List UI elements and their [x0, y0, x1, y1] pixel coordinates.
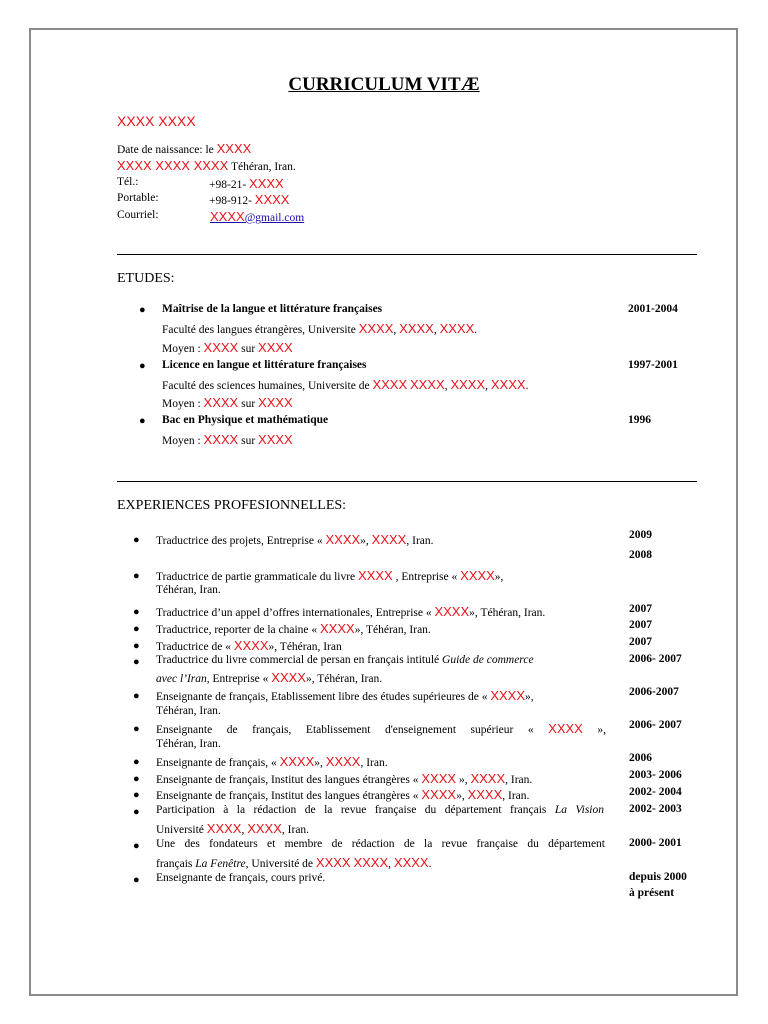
experience-year: 2002- 2004: [629, 786, 682, 798]
book-title: avec l’Iran: [156, 673, 207, 685]
exp-text: , Iran.: [281, 824, 310, 836]
email-redacted: XXXX: [210, 209, 245, 224]
tel-value: [209, 176, 284, 191]
experience-year: 2006: [629, 752, 652, 764]
bullet-icon: ●: [133, 723, 140, 735]
experience-year: 2007: [629, 603, 652, 615]
experience-item: [156, 654, 534, 666]
experience-year: 2007: [629, 619, 652, 631]
exp-text: Traductrice d’un appel d’offres internationales, Entreprise «: [156, 607, 432, 619]
redacted: XXXX: [467, 787, 503, 802]
experience-year: 2006- 2007: [629, 653, 682, 665]
redacted: XXXX: [258, 395, 293, 410]
experience-item: Enseignante de français, cours privé.: [156, 872, 326, 884]
divider: [117, 254, 697, 255]
etude-years: 2001-2004: [628, 303, 678, 315]
redacted: XXXX: [434, 604, 470, 619]
exp-text: Enseignante de français, Etablissement d'enseignement supérieur «: [156, 724, 534, 736]
experience-year: depuis 2000: [629, 871, 687, 883]
exp-text: Traductrice de partie grammaticale du livre: [156, 571, 356, 583]
exp-text: Enseignante de français, Institut des langues étrangères «: [156, 774, 419, 786]
bullet-icon: ●: [139, 304, 146, 316]
birth-label: Date de naissance: le: [117, 144, 214, 156]
etude-moyen: [162, 432, 293, 447]
bullet-icon: ●: [133, 773, 140, 785]
exp-text: , Iran.: [505, 774, 533, 786]
exp-text: Enseignante de français, Etablissement libre des études supérieures de «: [156, 691, 488, 703]
exp-text: Participation à la rédaction de la revue française du département français: [156, 804, 547, 816]
sur-label: sur: [241, 435, 256, 447]
redacted: XXXX: [258, 432, 293, 447]
experience-item-cont: Téhéran, Iran.: [156, 584, 221, 596]
email-domain: @gmail.com: [244, 212, 305, 224]
redacted: XXXX: [490, 688, 526, 703]
revue-title: La Fenêtre: [195, 858, 246, 870]
etude-title: Maîtrise de la langue et littérature françaises: [162, 303, 383, 315]
exp-text: », Téhéran, Iran.: [354, 624, 431, 636]
experience-item: [156, 638, 342, 653]
mobile-value: [209, 192, 289, 207]
experience-year: 2007: [629, 636, 652, 648]
exp-text: »,: [525, 691, 534, 703]
exp-text: », Téhéran, Iran: [268, 641, 342, 653]
exp-text: »,: [360, 535, 369, 547]
birth-date-line: [117, 141, 251, 156]
exp-text: »,: [314, 757, 323, 769]
exp-text: »,: [458, 774, 468, 786]
bullet-icon: ●: [139, 360, 146, 372]
redacted: XXXX: [320, 621, 355, 636]
mobile-prefix: +98-912-: [209, 195, 252, 207]
address-line: [117, 158, 296, 173]
redacted: XXXX: [203, 395, 239, 410]
experience-year: 2009: [629, 529, 652, 541]
etude-moyen: [162, 340, 293, 355]
experience-item-cont: [156, 821, 309, 836]
redacted: XXXX: [353, 855, 389, 870]
bullet-icon: ●: [133, 874, 140, 886]
etude-years: 1996: [628, 414, 651, 426]
redacted: XXXX: [358, 321, 394, 336]
experience-year: 2006-2007: [629, 686, 679, 698]
divider: [117, 481, 697, 482]
redacted: XXXX: [325, 532, 361, 547]
redacted: XXXX: [439, 321, 475, 336]
exp-text: Traductrice, reporter de la chaine «: [156, 624, 318, 636]
experience-item: [156, 721, 606, 736]
exp-text: », Téhéran, Iran.: [469, 607, 546, 619]
redacted: XXXX: [399, 321, 434, 336]
redacted: XXXX: [490, 377, 526, 392]
experience-year: 2000- 2001: [629, 837, 682, 849]
redacted: XXXX: [358, 568, 393, 583]
experience-item: [156, 532, 434, 547]
redacted: XXXX: [203, 340, 239, 355]
etude-moyen: [162, 395, 293, 410]
redacted: XXXX: [421, 787, 457, 802]
redacted: XXXX: [372, 377, 408, 392]
exp-text: Traductrice de «: [156, 641, 231, 653]
email-value[interactable]: [210, 209, 304, 224]
tel-redacted: XXXX: [249, 176, 284, 191]
etude-inst-text: Faculté des langues étrangères, Universite: [162, 324, 356, 336]
experience-item: [156, 604, 545, 619]
mobile-redacted: XXXX: [254, 192, 290, 207]
redacted: XXXX: [203, 432, 239, 447]
bullet-icon: ●: [133, 534, 140, 546]
experience-item-cont: Téhéran, Iran.: [156, 738, 221, 750]
exp-text: »,: [456, 790, 465, 802]
redacted: XXXX: [271, 670, 306, 685]
exp-text: , Iran.: [406, 535, 434, 547]
experience-item: [156, 621, 431, 636]
bullet-icon: ●: [133, 690, 140, 702]
bullet-icon: ●: [133, 789, 140, 801]
exp-text: Traductrice du livre commercial de persan en français intitulé: [156, 654, 440, 666]
experience-year: 2002- 2003: [629, 803, 682, 815]
experience-item: [156, 804, 604, 816]
redacted: XXXX: [233, 638, 269, 653]
experience-item: [156, 787, 529, 802]
address-city: Téhéran, Iran.: [230, 161, 296, 173]
tel-label: Tél.:: [117, 176, 139, 188]
experience-year: 2003- 2006: [629, 769, 682, 781]
experience-year: 2006- 2007: [629, 719, 682, 731]
moyen-label: Moyen :: [162, 343, 201, 355]
exp-text: Université: [156, 824, 204, 836]
etude-inst-text: Faculté des sciences humaines, Universite de: [162, 380, 370, 392]
exp-text: Enseignante de français, Institut des langues étrangères «: [156, 790, 419, 802]
etude-years: 1997-2001: [628, 359, 678, 371]
etude-institution: Faculté des sciences humaines, Universite de XXXX XXXX, XXXX, XXXX.: [162, 377, 529, 392]
redacted: XXXX: [315, 855, 351, 870]
sur-label: sur: [241, 343, 256, 355]
experience-item-cont: [156, 855, 431, 870]
email-link[interactable]: [210, 209, 305, 224]
exp-text: Traductrice des projets, Entreprise «: [156, 535, 323, 547]
bullet-icon: ●: [133, 623, 140, 635]
redacted: XXXX: [460, 568, 495, 583]
bullet-icon: ●: [133, 756, 140, 768]
redacted: XXXX: [258, 340, 293, 355]
etude-title: Licence en langue et littérature françaises: [162, 359, 367, 371]
exp-text: , Iran.: [360, 757, 388, 769]
experience-item: [156, 838, 605, 850]
bullet-icon: ●: [133, 606, 140, 618]
redacted: XXXX: [247, 821, 282, 836]
exp-text: ,: [388, 858, 392, 870]
exp-text: , Entreprise «: [206, 673, 269, 685]
birth-value: XXXX: [216, 141, 252, 156]
redacted: XXXX: [371, 532, 407, 547]
exp-text: ,: [241, 824, 245, 836]
etude-institution: Faculté des langues étrangères, Universite XXXX, XXXX, XXXX.: [162, 321, 478, 336]
email-label: Courriel:: [117, 209, 159, 221]
bullet-icon: ●: [133, 840, 140, 852]
bullet-icon: ●: [133, 640, 140, 652]
experience-item: [156, 568, 503, 583]
experience-item-cont: [156, 670, 382, 685]
tel-prefix: +98-21-: [209, 179, 247, 191]
section-heading-experiences: EXPERIENCES PROFESIONNELLES:: [117, 498, 347, 513]
redacted: XXXX: [470, 771, 506, 786]
exp-text: »,: [597, 724, 606, 736]
book-title: Guide de commerce: [442, 654, 534, 666]
exp-text: », Téhéran, Iran.: [305, 673, 383, 685]
exp-text: , Iran.: [502, 790, 530, 802]
exp-text: Enseignante de français, «: [156, 757, 277, 769]
bullet-icon: ●: [139, 415, 146, 427]
experience-item: [156, 754, 388, 769]
exp-text: Une des fondateurs et membre de rédaction de la revue française du département: [156, 838, 605, 850]
section-heading-etudes: ETUDES:: [117, 271, 175, 286]
redacted: XXXX: [450, 377, 486, 392]
redacted: XXXX: [421, 771, 457, 786]
exp-text: »,: [494, 571, 504, 583]
address-redacted: XXXX XXXX XXXX: [117, 158, 229, 173]
mobile-label: Portable:: [117, 192, 159, 204]
moyen-label: Moyen :: [162, 398, 201, 410]
page-title: CURRICULUM VITÆ: [288, 74, 480, 95]
redacted: XXXX: [410, 377, 445, 392]
experience-item-cont: Téhéran, Iran.: [156, 705, 221, 717]
redacted: XXXX: [206, 821, 242, 836]
exp-text: français: [156, 858, 193, 870]
bullet-icon: ●: [133, 806, 140, 818]
experience-item: [156, 688, 534, 703]
redacted: XXXX: [393, 855, 429, 870]
redacted: XXXX: [325, 754, 361, 769]
moyen-label: Moyen :: [162, 435, 201, 447]
bullet-icon: ●: [133, 570, 140, 582]
exp-text: , Entreprise «: [395, 571, 458, 583]
redacted: XXXX: [548, 721, 583, 736]
experience-year: 2008: [629, 549, 652, 561]
redacted: XXXX: [279, 754, 315, 769]
bullet-icon: ●: [133, 656, 140, 668]
candidate-name: XXXX XXXX: [117, 113, 196, 129]
experience-year-cont: à présent: [629, 887, 675, 899]
experience-item: [156, 771, 532, 786]
exp-text: , Université de: [245, 858, 314, 870]
revue-title: La Vision: [554, 804, 604, 816]
sur-label: sur: [241, 398, 256, 410]
etude-title: Bac en Physique et mathématique: [162, 414, 329, 426]
exp-text: .: [428, 858, 432, 870]
